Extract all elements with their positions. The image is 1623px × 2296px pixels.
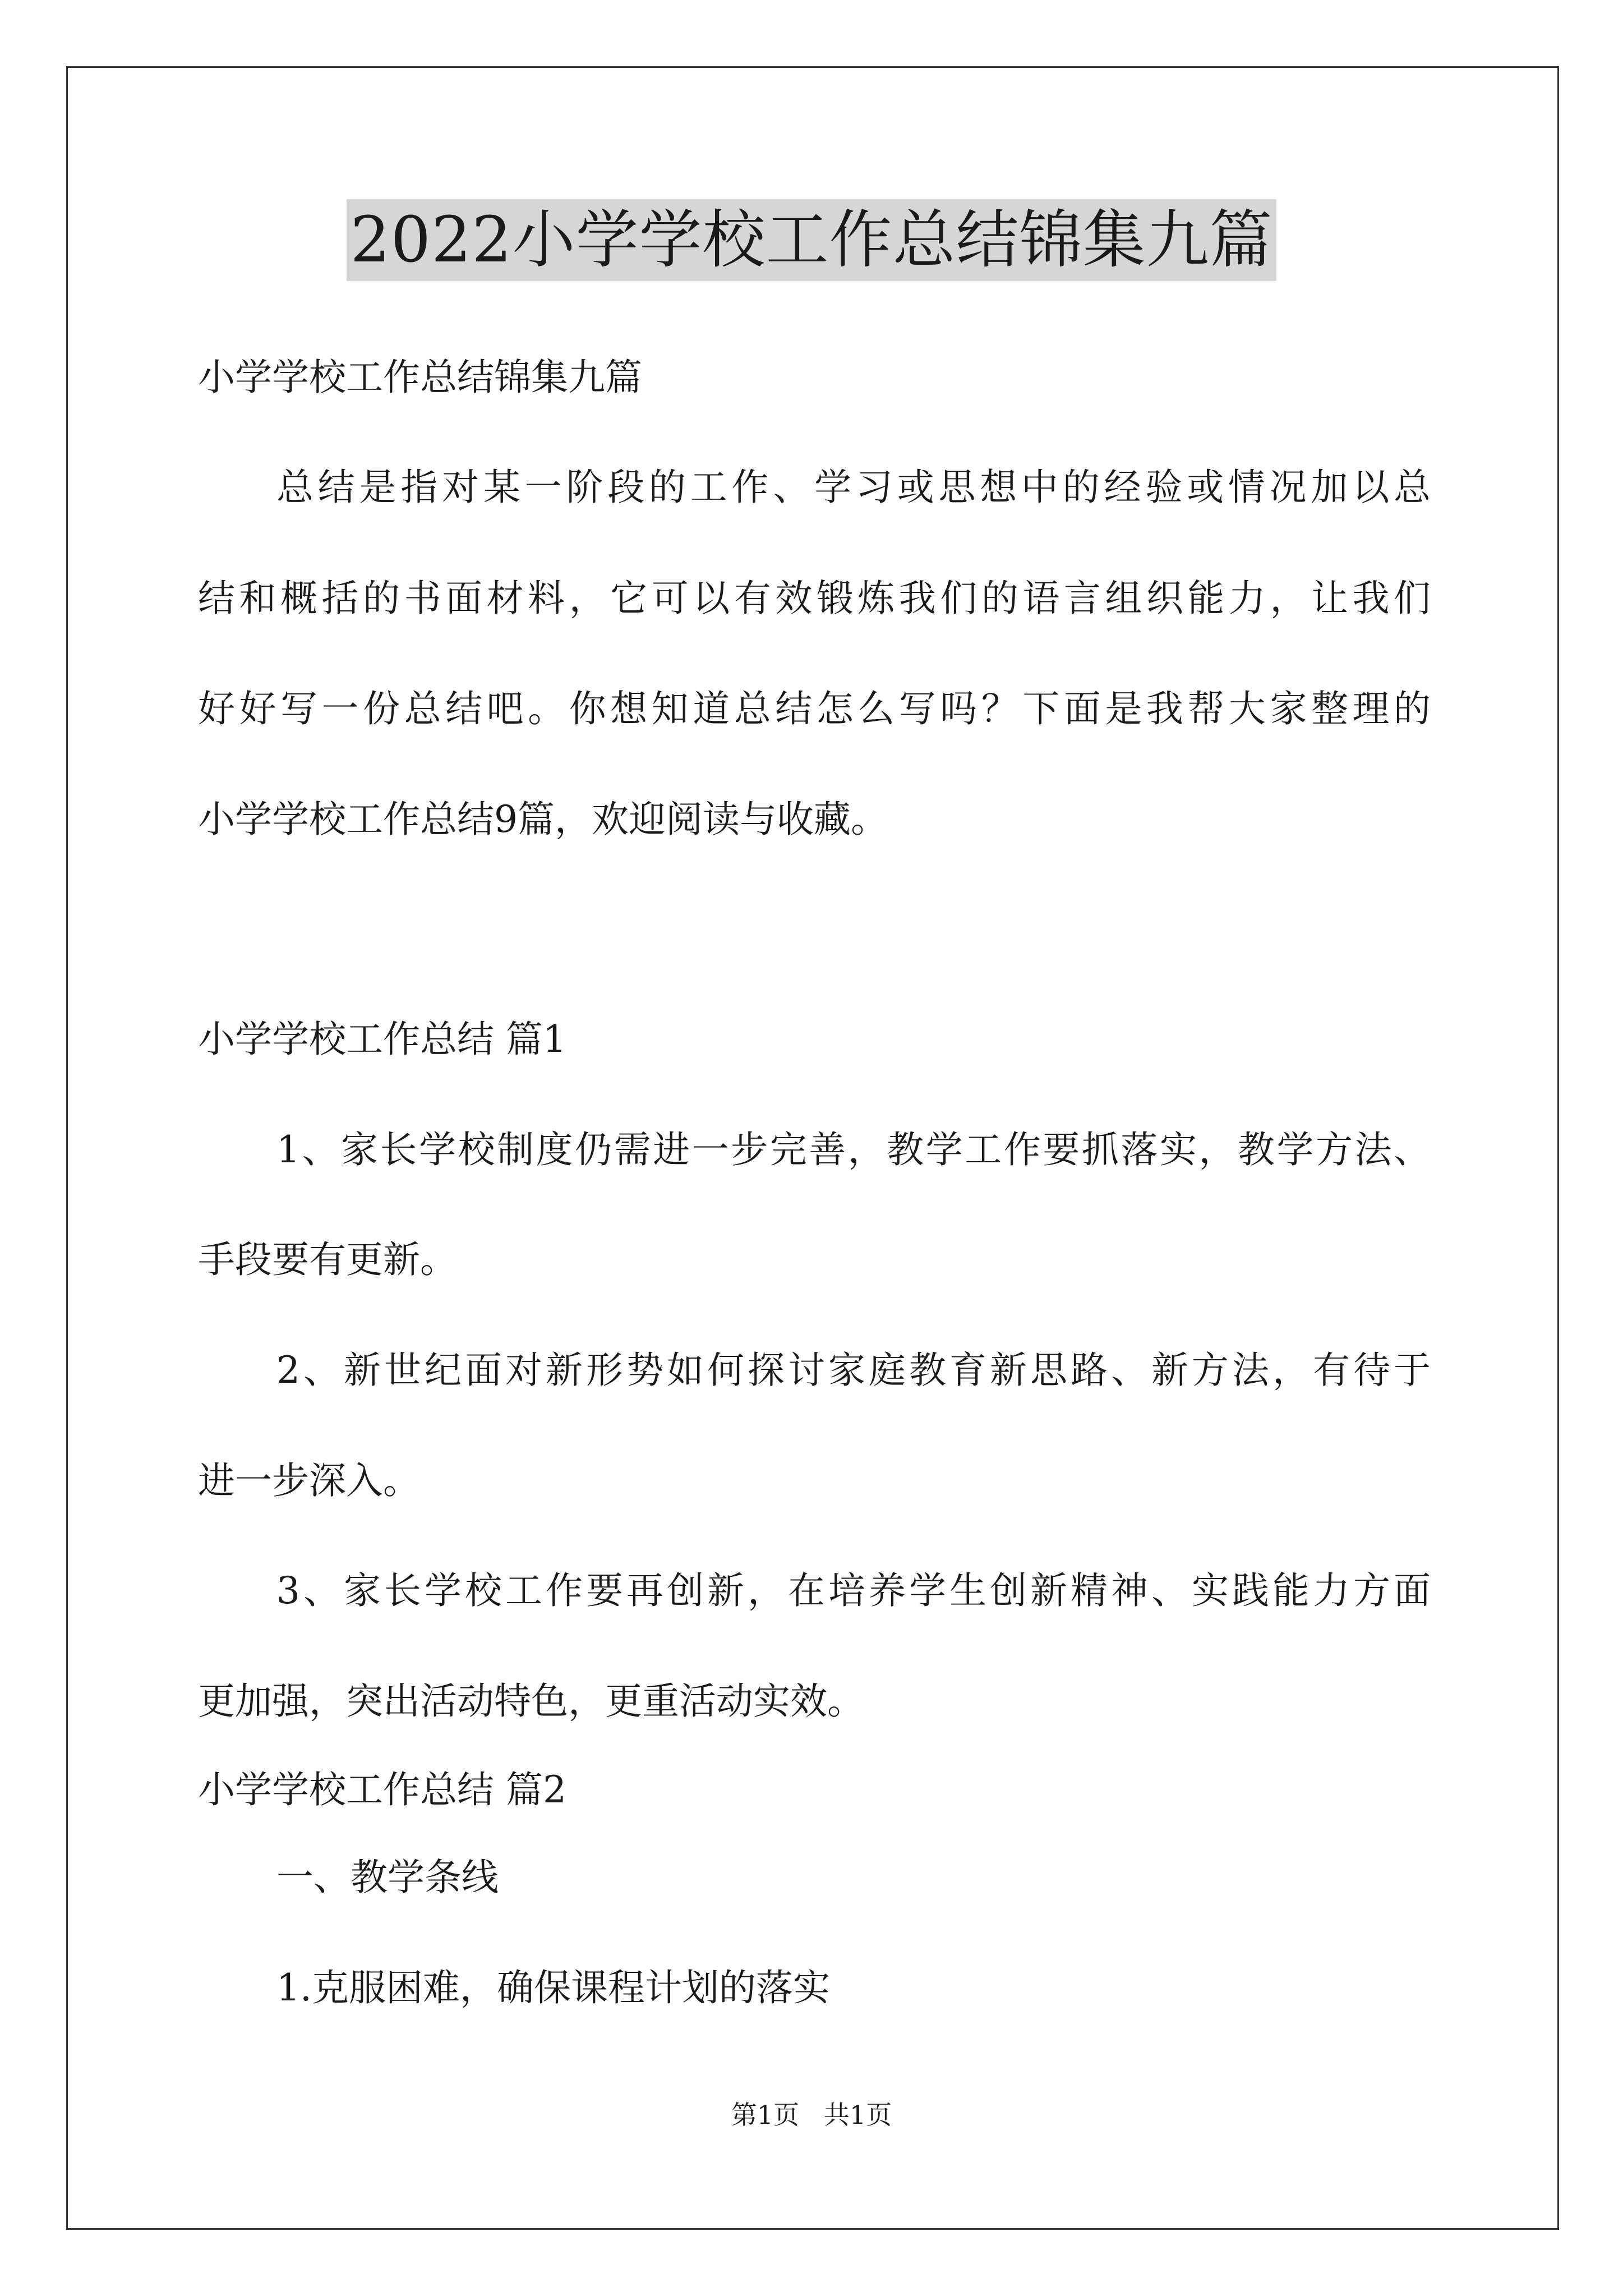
intro-line-3: 好好写一份总结吧。你想知道总结怎么写吗？下面是我帮大家整理的 [198,687,1431,730]
section-1-line-6: 更加强，突出活动特色，更重活动实效。 [198,1680,864,1723]
section-1-line-1: 1、家长学校制度仍需进一步完善，教学工作要抓落实，教学方法、 [276,1128,1431,1171]
section-1-line-5: 3、家长学校工作要再创新，在培养学生创新精神、实践能力方面 [276,1569,1431,1612]
document-title: 2022小学学校工作总结锦集九篇 [347,199,1276,281]
section-1-line-4: 进一步深入。 [198,1459,420,1502]
page-footer: 第1页 共1页 [731,2100,892,2130]
section-2-line-1: 一、教学条线 [276,1856,499,1899]
document-subtitle: 小学学校工作总结锦集九篇 [198,356,642,399]
title-container [0,199,1623,281]
section-2-heading: 小学学校工作总结 篇2 [198,1768,566,1811]
intro-line-2: 结和概括的书面材料，它可以有效锻炼我们的语言组织能力，让我们 [198,577,1431,620]
section-2-line-2: 1.克服困难，确保课程计划的落实 [276,1966,830,2009]
section-1-line-2: 手段要有更新。 [198,1238,457,1281]
intro-line-4: 小学学校工作总结9篇，欢迎阅读与收藏。 [198,798,888,841]
section-1-heading: 小学学校工作总结 篇1 [198,1018,566,1061]
section-1-line-3: 2、新世纪面对新形势如何探讨家庭教育新思路、新方法，有待于 [276,1349,1431,1392]
intro-line-1: 总结是指对某一阶段的工作、学习或思想中的经验或情况加以总 [276,466,1431,509]
